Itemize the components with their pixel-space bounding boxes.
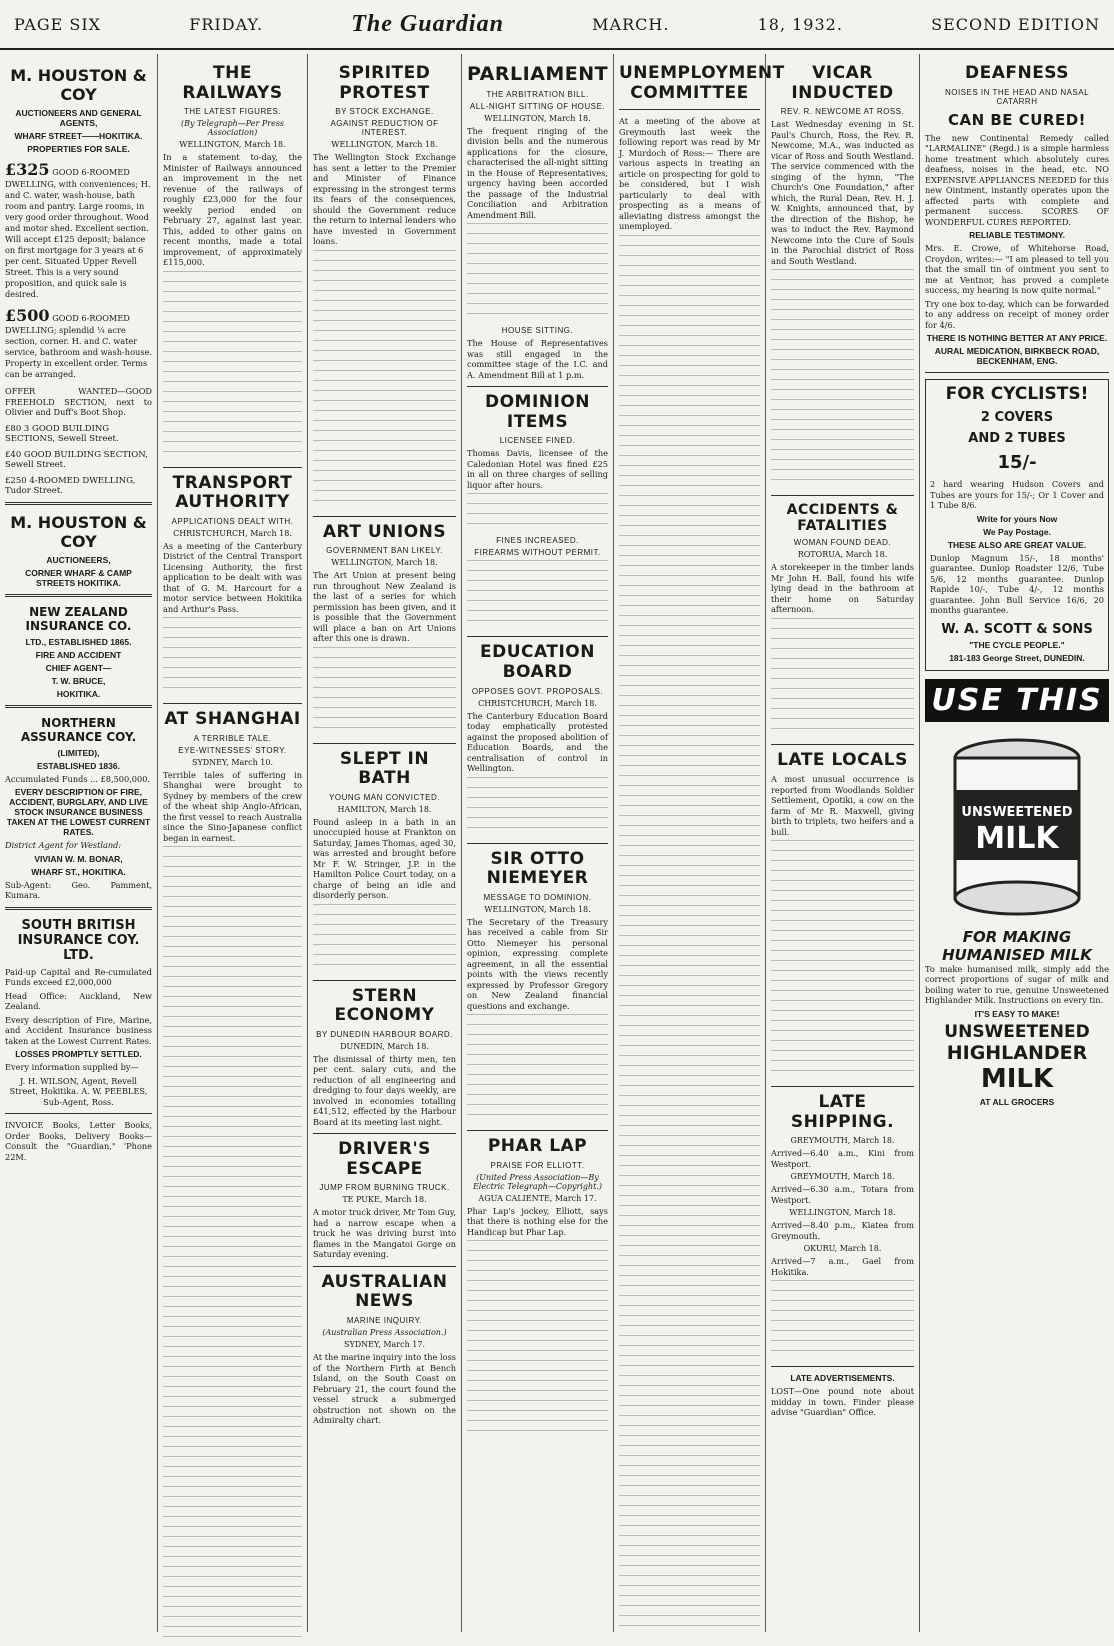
edition-label: SECOND EDITION (931, 14, 1100, 34)
nz-insurance-agent: CHIEF AGENT— (45, 662, 112, 673)
otto-niemeyer-text: The Secretary of the Treasury has received a cable from Sir Otto Niemeyer his personal opinion, expressing complete agreement, in all the essential points with the views recently expressed by Professor Gregory on New Zealand financial questions and exchange. (467, 916, 608, 1011)
houston2-ad-title: M. HOUSTON & COY (10, 512, 147, 551)
divider (163, 703, 302, 704)
milk-can-image (942, 730, 1092, 920)
drivers-escape-subhead: JUMP FROM BURNING TRUCK. (319, 1183, 450, 1193)
divider (5, 907, 152, 910)
shanghai-text: Terrible tales of suffering in Shanghai were brought to Sydney by members of the crew of the wheat ship Anglo-African, the first vessel to reach Australia since the Sino-Japanese conflict began in earnest. (163, 769, 302, 843)
divider (467, 636, 608, 637)
masthead (0, 0, 1114, 50)
shipping-text-4: Arrived—7 a.m., Gael from Hokitika. (771, 1256, 914, 1277)
shipping-dateline-2: GREYMOUTH, March 18. (790, 1172, 895, 1182)
article-body-lines (467, 1240, 608, 1440)
masthead-month: MARCH. (592, 14, 670, 34)
article-body-lines (771, 269, 914, 489)
australian-news-headline: AUSTRALIAN NEWS (321, 1271, 448, 1312)
otto-niemeyer-subhead: MESSAGE TO DOMINION. (483, 892, 592, 902)
cyclists-headline: FOR CYCLISTS! (945, 384, 1089, 405)
column-1 (0, 54, 158, 1632)
cyclists-postage: We Pay Postage. (983, 526, 1051, 537)
article-body-lines (313, 250, 456, 510)
deafness-text: The new Continental Remedy called "LARMALINE" (Regd.) is a simple harmless home treatment which absolutely cures deafness, noises in the head, etc. NO EXPENSIVE APPLIANCES NEEDED for this new Ointment, instantly operates upon the affected parts with complete and permanent success. SCORES OF WONDERFUL CURES REPORTED. (925, 132, 1109, 227)
nz-insurance-town: HOKITIKA. (56, 688, 101, 699)
house-sitting-subhead: HOUSE SITTING. (501, 326, 574, 336)
nz-insurance-title: NEW ZEALAND INSURANCE CO. (25, 604, 132, 633)
northern-agent: District Agent for Westland: (5, 840, 122, 850)
lost-notice: LOST—One pound note about midday in town. Finder please advise "Guardian" Office. (771, 1386, 914, 1418)
stern-economy-subhead: BY DUNEDIN HARBOUR BOARD. (316, 1029, 453, 1039)
dominion-items-subhead: LICENSEE FINED. (499, 436, 576, 446)
deafness-headline: DEAFNESS (964, 63, 1070, 83)
slept-in-bath-text: Found asleep in a bath in an unoccupied house at Frankton on Saturday, James Thomas, aged 30, was arrested and brought before Mr F. W. Stringer, J.P. in the Hamilton Police Court today, on a charge of being an idle and disorderly person. (313, 816, 456, 901)
masthead-day: FRIDAY. (189, 14, 264, 34)
newspaper-title: The Guardian (351, 10, 504, 37)
cyclists-value: THESE ALSO ARE GREAT VALUE. (947, 539, 1087, 550)
phar-lap-byline: (United Press Association—By Electric Telegraph—Copyright.) (472, 1172, 603, 1191)
scott-address: 181-183 George Street, DUNEDIN. (949, 652, 1085, 663)
shipping-text-3: Arrived—8.40 p.m., Kiatea from Greymouth. (771, 1220, 914, 1241)
spirited-protest-dateline: WELLINGTON, March 18. (331, 140, 438, 150)
page-number: PAGE SIX (14, 14, 102, 34)
transport-subhead: APPLICATIONS DEALT WITH. (171, 516, 294, 526)
can-label-1: UNSWEETENED (961, 804, 1073, 820)
late-locals-text: A most unusual occurrence is reported from Woodlands Soldier Settlement, Opotiki, a cow on the farm of Mr R. Maxwell, giving birth to triplets, two heifers and a bull. (771, 774, 914, 837)
houston2-roles: AUCTIONEERS, (46, 554, 111, 565)
accidents-subhead: WOMAN FOUND DEAD. (793, 538, 892, 548)
australian-news-byline: (Australian Press Association.) (322, 1328, 447, 1338)
education-board-dateline: CHRISTCHURCH, March 18. (478, 698, 597, 708)
spirited-protest-text: The Wellington Stock Exchange has sent a letter to the Premier and Minister of Finance expressing in the strongest terms its fears of the consequences, should the Government reduce the return to internal lenders who have invested in Government loans. (313, 152, 456, 247)
can-label-2: MILK (975, 820, 1059, 856)
divider (467, 386, 608, 387)
art-unions-dateline: WELLINGTON, March 18. (331, 558, 438, 568)
education-board-subhead: OPPOSES GOVT. PROPOSALS. (471, 686, 604, 696)
australian-news-dateline: SYDNEY, March 17. (343, 1340, 426, 1350)
railways-subhead: THE LATEST FIGURES. (183, 107, 282, 117)
cyclists-covers: 2 COVERS (980, 410, 1054, 426)
masthead-date: 18, 1932. (757, 14, 843, 34)
scott-sub: "THE CYCLE PEOPLE." (969, 639, 1065, 650)
cyclists-price: 15/- (997, 452, 1037, 474)
deafness-address: AURAL MEDICATION, BIRKBECK ROAD, BECKENHAM, ENG. (934, 346, 1100, 367)
northern-agent-address: WHARF ST., HOKITIKA. (31, 866, 126, 877)
article-body-lines (619, 235, 760, 1635)
property-1-price: £325 (5, 160, 50, 179)
northern-desc: EVERY DESCRIPTION OF FIRE, ACCIDENT, BURGLARY, AND LIVE STOCK INSURANCE BUSINESS TAKEN AT THE LOWEST CURRENT RATES. (6, 787, 151, 837)
column-7 (920, 54, 1114, 1632)
south-british-info: Every information supplied by— (5, 1062, 139, 1072)
northern-est: ESTABLISHED 1836. (37, 760, 120, 771)
drivers-escape-headline: DRIVER'S ESCAPE (338, 1139, 431, 1179)
transport-text: As a meeting of the Canterbury District of the Central Transport Licensing Authority, the first application to be dealt with was that of G. M. Harcourt for a motor service between Hokitika and Arthur's Pass. (163, 540, 302, 614)
phar-lap-subhead: PRAISE FOR ELLIOTT. (490, 1160, 585, 1170)
article-body-lines (467, 1014, 608, 1124)
nz-insurance-agent-name: T. W. BRUCE, (51, 675, 106, 686)
accidents-dateline: ROTORUA, March 18. (797, 550, 888, 560)
deafness-testimonial: Mrs. E. Crowe, of Whitehorse Road, Croydon, writes:— "I am pleased to tell you that the small tin of ointment you sent to me at Ventnor, has proved a complete success, my hearing is now quite normal." (925, 243, 1109, 296)
milk-can-icon (942, 730, 1092, 920)
divider (313, 980, 456, 981)
article-body-lines (467, 223, 608, 323)
divider (771, 1366, 914, 1367)
shipping-dateline-1: GREYMOUTH, March 18. (790, 1136, 895, 1146)
parliament-subhead-2: ALL-NIGHT SITTING OF HOUSE. (469, 101, 606, 111)
shipping-text-2: Arrived—6.30 a.m., Totara from Westport. (771, 1184, 914, 1205)
transport-dateline: CHRISTCHURCH, March 18. (173, 528, 292, 538)
northern-title: NORTHERN ASSURANCE COY. (20, 715, 137, 744)
cyclists-text: 2 hard wearing Hudson Covers and Tubes are yours for 15/-; Or 1 Cover and 1 Tube 8/6. (930, 479, 1104, 511)
south-british-title: SOUTH BRITISH INSURANCE COY. LTD. (17, 917, 140, 963)
shipping-dateline-4: OKURU, March 18. (803, 1244, 882, 1254)
south-british-losses: LOSSES PROMPTLY SETTLED. (15, 1049, 142, 1059)
parliament-subhead: THE ARBITRATION BILL. (486, 89, 589, 99)
shanghai-subhead: A TERRIBLE TALE. (193, 733, 272, 743)
education-board-headline: EDUCATION BOARD (480, 642, 595, 682)
milk-grocers: AT ALL GROCERS (979, 1096, 1055, 1107)
art-unions-text: The Art Union at present being run throughout New Zealand is the last of a series for which permission has been given, and it is possible that the Government will place a ban on Art Unions after this one is drawn. (313, 570, 456, 644)
divider (771, 495, 914, 496)
milk-text: To make humanised milk, simply add the correct proportions of sugar of milk and boiling water to rue, genuine Unsweetened Highlander Milk. Instructions on every tin. (925, 963, 1109, 1006)
shanghai-dateline: SYDNEY, March 10. (191, 757, 274, 767)
northern-agent-name: VIVIAN W. M. BONAR, (34, 853, 123, 864)
northern-sub-agent: Sub-Agent: Geo. Pamment, Kumara. (5, 879, 152, 900)
column-4 (462, 54, 614, 1632)
making-milk-headline: FOR MAKING HUMANISED MILK (942, 927, 1092, 964)
article-body-lines (313, 904, 456, 974)
divider (313, 743, 456, 744)
stern-economy-text: The dismissal of thirty men, ten per cent. salary cuts, and the reduction of all engineering and dredging to four days weekly, are involved in economies totalling £41,512, effected by the Harbour Board at its meeting last night. (313, 1053, 456, 1127)
column-3 (308, 54, 462, 1632)
australian-news-subhead: MARINE INQUIRY. (346, 1316, 423, 1326)
divider (5, 705, 152, 708)
australian-news-text: At the marine inquiry into the loss of the Northern Firth at Bench Island, on the South Coast on February 21, the court found the vessel struck a submerged obstruction not shown on the Admiralty chart. (313, 1352, 456, 1426)
otto-niemeyer-headline: SIR OTTO NIEMEYER (486, 848, 589, 889)
houston-address: WHARF STREET——HOKITIKA. (14, 131, 143, 141)
property-2-price: £500 (5, 306, 50, 325)
column-2 (158, 54, 308, 1632)
late-locals-headline: LATE LOCALS (777, 749, 908, 770)
slept-in-bath-subhead: YOUNG MAN CONVICTED. (329, 792, 440, 802)
south-british-head: Head Office: Auckland, New Zealand. (5, 990, 152, 1011)
offer-wanted: OFFER WANTED—GOOD FREEHOLD SECTION, next to Olivier and Duff's Boot Shop. (5, 386, 152, 417)
spirited-protest-subhead-2: AGAINST REDUCTION OF INTEREST. (330, 119, 439, 138)
stern-economy-dateline: DUNEDIN, March 18. (340, 1041, 429, 1051)
divider (313, 1133, 456, 1134)
art-unions-subhead: GOVERNMENT BAN LIKELY. (326, 546, 443, 556)
shanghai-headline: AT SHANGHAI (164, 709, 301, 730)
unemployment-text: At a meeting of the above at Greymouth last week the following report was read by Mr J. Murdoch of Ross:— There are various aspects in treating an article on prospecting for gold to be considered, but I wish particularly to deal with prospecting as a means of alleviating distress amongst the unemployed. (619, 116, 760, 232)
milk-easy: IT'S EASY TO MAKE! (974, 1008, 1060, 1019)
article-body-lines (163, 271, 302, 461)
houston-ad-title: M. HOUSTON & COY (10, 66, 147, 104)
transport-headline: TRANSPORT AUTHORITY (172, 472, 293, 513)
shipping-dateline-3: WELLINGTON, March 18. (789, 1208, 896, 1218)
vicar-inducted-text: Last Wednesday evening in St. Paul's Church, Ross, the Rev. R. Newcome, M.A., was inducted as vicar of Ross and South Westland. The service commenced with the singing of the hymn, "The Church's One Foundation," after which, the Rural Dean, Rev. H. J. W. Knights, announced that, by the direction of the Bishop, he was to induct the Rev. Raymond Newcome into the Cure of Souls in the Parochial district of Ross and South Westland. (771, 119, 914, 266)
parliament-dateline: WELLINGTON, March 18. (484, 113, 591, 123)
south-british-capital: Paid-up Capital and Re-cumulated Funds exceed £2,000,000 (5, 966, 152, 987)
column-6 (766, 54, 920, 1632)
stern-economy-headline: STERN ECONOMY (334, 985, 435, 1026)
deafness-subhead: NOISES IN THE HEAD AND NASAL CATARRH (944, 87, 1090, 106)
column-5 (614, 54, 785, 1632)
property-4: £40 GOOD BUILDING SECTION, Sewell Street. (5, 449, 148, 470)
properties-heading: PROPERTIES FOR SALE. (27, 144, 130, 154)
invoice-ad: INVOICE Books, Letter Books, Order Books, Delivery Books—Consult the "Guardian," 'Phone 22M. (5, 1120, 152, 1162)
parliament-headline: PARLIAMENT (467, 63, 609, 85)
property-1-text: GOOD 6-ROOMED DWELLING, with conveniences; H. and C. water, wash-house, bath room and pantry. Large rooms, in very good order throughout. Wood and motor shed. Excellent section. Will accept £125 deposit; balance on first mortgage for 3 years at 6 per cent. Situated Upper Revell Street. This is a very sound proposition, and quick sale is desired. (5, 167, 151, 299)
article-body-lines (313, 647, 456, 737)
dominion-items-headline: DOMINION ITEMS (484, 392, 591, 432)
railways-dateline: WELLINGTON, March 18. (179, 140, 286, 150)
shanghai-subhead-2: EYE-WITNESSES' STORY. (178, 745, 287, 755)
railways-text: In a statement to-day, the Minister of Railways announced an improvement in the net revenue of the railways of roughly £23,000 for the four weekly period ended on February 27, against last year. This, added to other gains on recent months, made a total improvement, of approximately £115,000. (163, 152, 302, 268)
accidents-text: A storekeeper in the timber lands Mr John H. Ball, found his wife lying dead in the bathroom at their home on Saturday afternoon. (771, 562, 914, 615)
divider (467, 843, 608, 844)
dominion-items-text: Thomas Davis, licensee of the Caledonian Hotel was fined £25 in all on three charges of selling liquor after hours. (467, 448, 608, 490)
article-body-lines (467, 493, 608, 533)
railways-byline: (By Telegraph—Per Press Association) (180, 119, 285, 138)
cyclists-write: Write for yours Now (976, 513, 1058, 524)
property-5: £250 4-ROOMED DWELLING, Tudor Street. (5, 475, 136, 496)
spirited-protest-headline: SPIRITED PROTEST (338, 63, 431, 103)
deafness-try: Try one box to-day, which can be forwarded to any address on receipt of money order for 4/6. (925, 298, 1109, 330)
article-body-lines (771, 840, 914, 1080)
divider (925, 372, 1109, 373)
house-sitting-text: The House of Representatives was still engaged in the committee stage of the I.C. and A. Amendment Bill at 1 p.m. (467, 338, 608, 380)
property-3: £80 3 GOOD BUILDING SECTIONS, Sewell Street. (5, 423, 119, 444)
art-unions-headline: ART UNIONS (322, 521, 447, 542)
page-columns (0, 54, 1114, 1632)
divider (5, 502, 152, 505)
northern-ltd: (LIMITED), (57, 747, 100, 758)
use-this-banner: USE THIS (925, 679, 1109, 722)
houston-roles: AUCTIONEERS AND GENERAL AGENTS, (15, 108, 142, 128)
divider (771, 744, 914, 745)
otto-niemeyer-dateline: WELLINGTON, March 18. (484, 904, 591, 914)
drivers-escape-dateline: TE PUKE, March 18. (342, 1195, 427, 1205)
northern-funds: Accumulated Funds ... £8,500,000. (5, 773, 151, 784)
divider (5, 594, 152, 597)
shipping-text-1: Arrived—6.40 a.m., Kini from Westport. (771, 1148, 914, 1169)
cyclists-ad (925, 379, 1109, 671)
deafness-cure: CAN BE CURED! (947, 110, 1087, 129)
divider (163, 467, 302, 468)
divider (313, 516, 456, 517)
parliament-text: The frequent ringing of the division bells and the numerous applications for the closure, characterised the all-night sitting in the House of Representatives, urgency having been accorded the passage of the Industrial Conciliation and Arbitration Amendment Bill. (467, 125, 608, 220)
houston2-address: CORNER WHARF & CAMP STREETS HOKITIKA. (25, 567, 132, 588)
nz-insurance-est: LTD., ESTABLISHED 1865. (25, 636, 132, 647)
nz-insurance-fire: FIRE AND ACCIDENT (35, 649, 122, 660)
education-board-text: The Canterbury Education Board today emphatically protested against the proposed abolition of Education Boards, and the centralisation of control in Wellington. (467, 710, 608, 774)
milk-brand-2: HIGHLANDER (946, 1041, 1088, 1064)
railways-headline: THE RAILWAYS (182, 63, 283, 103)
article-body-lines (163, 846, 302, 1646)
divider (619, 109, 760, 110)
article-body-lines (771, 1280, 914, 1360)
spirited-protest-subhead: BY STOCK EXCHANGE. (335, 107, 434, 117)
milk-brand-1: UNSWEETENED (944, 1021, 1090, 1042)
scott-title: W. A. SCOTT & SONS (941, 621, 1093, 637)
phar-lap-text: Phar Lap's jockey, Elliott, says that there is nothing else for the Handicap but Phar Lap. (467, 1205, 608, 1237)
article-body-lines (771, 618, 914, 738)
slept-in-bath-headline: SLEPT IN BATH (339, 748, 430, 789)
firearms-subhead: FIREARMS WITHOUT PERMIT. (474, 548, 601, 558)
milk-brand-3: MILK (980, 1063, 1054, 1094)
south-british-desc: Every description of Fire, Marine, and Accident Insurance business taken at the Lowest Current Rates. (5, 1014, 152, 1046)
article-body-lines (163, 617, 302, 697)
property-1 (5, 160, 152, 300)
cyclists-list: Dunlop Magnum 15/-, 18 months' guarantee. Dunlop Roadster 12/6, Tube 5/6, 12 months guarantee. Dunlop Rapide 10/-, Tube 4/-, 12 months guarantee. John Bull Service 16/6, 20 months guarantee. (930, 552, 1104, 616)
article-body-lines (467, 560, 608, 630)
late-shipping-headline: LATE SHIPPING. (790, 1092, 895, 1132)
slept-in-bath-dateline: HAMILTON, March 18. (337, 804, 432, 814)
divider (771, 1086, 914, 1087)
phar-lap-dateline: AGUA CALIENTE, March 17. (478, 1193, 597, 1203)
property-2-text: GOOD 6-ROOMED DWELLING; splendid ¼ acre section, corner. H. and C. water service, bathroom and wash-house. Property in excellent order. Terms can be arranged. (5, 313, 152, 379)
south-british-agent: J. H. WILSON, Agent, Revell Street, Hokitika. A. W. PEEBLES, Sub-Agent, Ross. (9, 1075, 148, 1107)
divider (5, 1113, 152, 1114)
property-2 (5, 306, 152, 380)
cyclists-tubes: AND 2 TUBES (968, 431, 1066, 447)
accidents-headline: ACCIDENTS & FATALITIES (786, 502, 899, 535)
divider (313, 1266, 456, 1267)
deafness-nothing-better: THERE IS NOTHING BETTER AT ANY PRICE. (926, 333, 1108, 344)
deafness-testimony: RELIABLE TESTIMONY. (969, 230, 1065, 241)
article-body-lines (467, 777, 608, 837)
vicar-inducted-subhead: REV. R. NEWCOME AT ROSS. (780, 107, 905, 117)
vicar-inducted-headline: VICAR INDUCTED (791, 63, 894, 103)
drivers-escape-text: A motor truck driver, Mr Tom Guy, had a narrow escape when a truck he was driving burst into flames in the Mangatoi Gorge on Saturday evening. (313, 1207, 457, 1260)
phar-lap-headline: PHAR LAP (487, 1136, 588, 1157)
fines-increased-subhead: FINES INCREASED. (496, 536, 579, 546)
divider (467, 1130, 608, 1131)
late-advertisements-heading: LATE ADVERTISEMENTS. (790, 1373, 895, 1384)
unemployment-headline: UNEMPLOYMENT COMMITTEE (619, 63, 785, 103)
